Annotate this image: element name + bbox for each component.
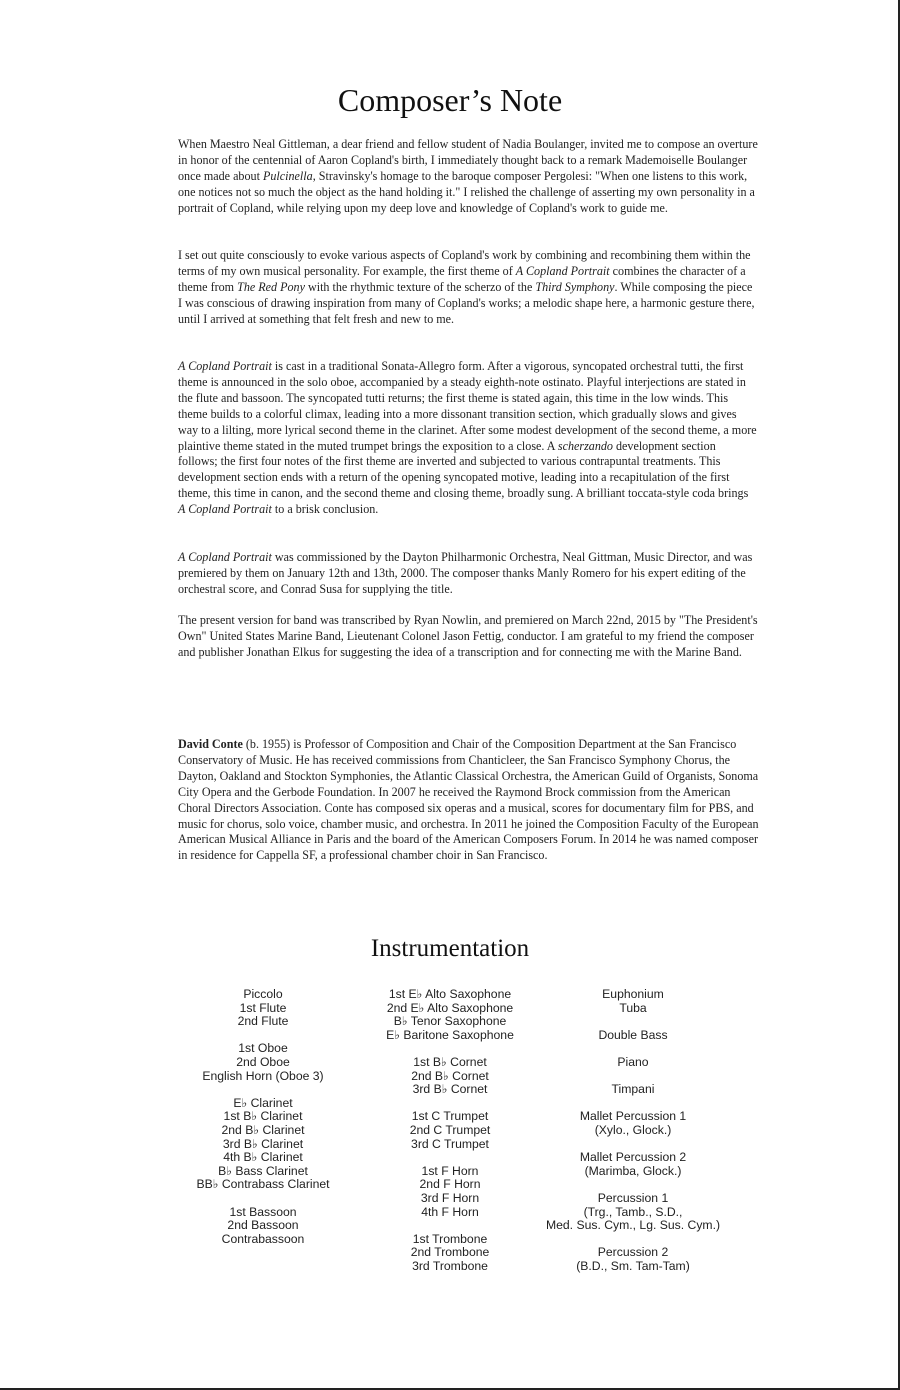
instrument-item: 1st F Horn [421, 1163, 479, 1178]
instrument-group [518, 1029, 748, 1043]
note-text: was commissioned by the Dayton Philharmonic Orchestra, Neal Gittman, Music Director, and was premiered by them on January 12th and 13th, 2000. The composer thanks Manly Romero for his expert editing of the orchestral score, and Conrad Susa for supplying the title. [178, 550, 753, 596]
instrument-item: Piano [617, 1054, 649, 1069]
note-text: combines the character of a theme from [178, 263, 746, 294]
note-paragraph-5 [178, 613, 758, 661]
instrument-item: Contrabassoon [221, 1231, 305, 1246]
instrument-item: (Marimba, Glock.) [584, 1163, 682, 1178]
instrument-item: English Horn (Oboe 3) [202, 1068, 324, 1083]
instrument-item: 3rd Trombone [412, 1258, 488, 1273]
instrument-group [518, 1056, 748, 1070]
note-text: . While composing the piece I was conscious of drawing inspiration from many of Copland's works; a melodic shape here, a harmonic gesture there, until I arrived at something that felt fresh and new to me. [178, 279, 755, 326]
italic-title: A Copland Portrait [515, 263, 610, 278]
instrument-item: (B.D., Sm. Tam-Tam) [576, 1258, 690, 1273]
instrument-item: Med. Sus. Cym., Lg. Sus. Cym.) [545, 1218, 721, 1233]
instrument-item: Piccolo [243, 987, 283, 1001]
instrument-item: BB♭ Contrabass Clarinet [196, 1177, 330, 1192]
instrument-item: (Trg., Tamb., S.D., [583, 1204, 683, 1219]
instrument-item: 1st Trombone [412, 1231, 488, 1246]
instrument-item: 2nd B♭ Clarinet [221, 1122, 305, 1137]
note-text: to a brisk conclusion. [271, 502, 379, 517]
instrument-item: 3rd C Trumpet [411, 1136, 489, 1151]
instrument-item: 4th B♭ Clarinet [223, 1150, 303, 1165]
note-text: , Stravinsky's homage to the baroque composer Pergolesi: "When one listens to this work, one notices not so much the object as the hand holding it." I relished the challenge of asserting my own personality in a portrait of Copland, while relying upon my deep love and knowledge of Copland's work to guide me. [178, 168, 755, 215]
italic-title: Third Symphony [535, 279, 615, 294]
instrument-item: 2nd Trombone [410, 1245, 490, 1260]
instrument-item: Percussion 1 [597, 1190, 669, 1205]
note-paragraph-3 [178, 359, 758, 518]
composer-name: David Conte [178, 737, 243, 751]
note-text: I set out quite consciously to evoke various aspects of Copland's work by combining and recombining them within the terms of my own musical personality. For example, the first theme of [178, 248, 751, 278]
instrument-item: 1st C Trumpet [411, 1109, 489, 1124]
italic-title: A Copland Portrait [178, 359, 272, 373]
note-text: The present version for band was transcribed by Ryan Nowlin, and premiered on March 22nd, 2015 by "The President's Own" United States Marine Band, Lieutenant Colonel Jason Fettig, conductor. I am grateful to my friend the composer and publisher Jonathan Elkus for suggesting the idea of a transcription and for connecting me with the Marine Band. [178, 613, 758, 659]
instrument-item: E♭ Baritone Saxophone [386, 1027, 514, 1042]
composer-bio [178, 737, 760, 864]
note-text: When Maestro Neal Gittleman, a dear friend and fellow student of Nadia Boulanger, invited me to compose an overture in honor of the centennial of Aaron Copland's birth, I immediately thought back to a remark Mademoiselle Boulanger once made about [178, 137, 758, 183]
composer-bio-text: (b. 1955) is Professor of Composition and Chair of the Composition Department at the San Francisco Conservatory of Music. He has received commissions from Chanticleer, the San Francisco Symphony Chorus, the Dayton, Oakland and Stockton Symphonies, the Atlantic Classical Orchestra, the American Guild of Organists, Sonoma City Opera and the Gerbode Foundation. In 2007 he received the Raymond Brock commission from the American Choral Directors Association. Conte has composed six operas and a musical, scores for documentary film for PBS, and music for chorus, solo voice, chamber music, and orchestra. In 2011 he joined the Composition Faculty of the European American Musical Alliance in Paris and the board of the American Composers Forum. In 2014 he was named composer in residence for Cappella SF, a professional chamber choir in San Francisco. [178, 737, 759, 863]
instrument-item: 2nd Flute [237, 1014, 289, 1029]
instrument-item: 2nd Oboe [236, 1054, 290, 1069]
instrument-group [518, 1246, 748, 1273]
instrument-group [518, 1110, 748, 1137]
instrument-item: 1st Bassoon [229, 1204, 297, 1219]
instrument-group [518, 1151, 748, 1178]
instrument-item: 1st Oboe [238, 1041, 288, 1056]
note-paragraph-4 [178, 550, 758, 598]
instrument-item: 1st Flute [239, 1000, 287, 1015]
instrument-item: 2nd B♭ Cornet [411, 1068, 489, 1083]
instrumentation-title: Instrumentation [370, 935, 530, 962]
instrument-item: 3rd F Horn [420, 1190, 480, 1205]
instrumentation-column-3 [518, 988, 748, 1287]
italic-title: The Red Pony [237, 279, 305, 294]
instrument-group [518, 988, 748, 1015]
instrument-item: Tuba [619, 1000, 647, 1015]
instrument-group [518, 1083, 748, 1097]
instrument-item: 4th F Horn [421, 1204, 479, 1219]
instrument-item: Mallet Percussion 2 [579, 1150, 687, 1165]
instrument-item: B♭ Tenor Saxophone [393, 1014, 507, 1029]
instrument-item: (Xylo., Glock.) [594, 1122, 672, 1137]
instrument-item: Mallet Percussion 1 [579, 1109, 687, 1124]
note-paragraph-2 [178, 248, 758, 328]
note-text: with the rhythmic texture of the scherzo of the [304, 279, 536, 294]
instrument-item: Euphonium [602, 987, 664, 1001]
italic-title: Pulcinella [262, 168, 313, 183]
instrument-item: 1st B♭ Clarinet [223, 1109, 303, 1124]
page-title: Composer’s Note [337, 82, 563, 118]
instrument-item: 1st E♭ Alto Saxophone [388, 987, 512, 1001]
instrument-item: 2nd C Trumpet [409, 1122, 491, 1137]
instrument-item: E♭ Clarinet [233, 1095, 293, 1110]
instrument-item: 3rd B♭ Cornet [412, 1082, 488, 1097]
italic-title: scherzando [557, 438, 613, 453]
instrument-item: B♭ Bass Clarinet [218, 1163, 308, 1178]
instrument-item: 2nd F Horn [419, 1177, 481, 1192]
note-text: development section follows; the first four notes of the first theme are inverted and subjected to various contrapuntal treatments. This development section ends with a return of the opening syncopated motive, leading into a recapitulation of the first theme, this time in canon, and the second theme and closing theme, broadly sung. A brilliant toccata-style coda brings [178, 438, 749, 501]
italic-title: A Copland Portrait [178, 502, 272, 517]
note-text: is cast in a traditional Sonata-Allegro form. After a vigorous, syncopated orchestral tutti, the first theme is announced in the solo oboe, accompanied by a steady eighth-note ostinato. Playful interjections are stated in the flute and bassoon. The syncopated tutti returns; the first theme is stated again, this time in the low winds. This theme builds to a colorful climax, leading into a more dissonant transition section, which gradually slows and gives way to a lilting, more lyrical second theme in the clarinet. After some modest development of the second theme, a more plaintive theme stated in the muted trumpet brings the exposition to a close. A [178, 359, 757, 453]
instrument-item: Timpani [611, 1082, 655, 1097]
instrument-item: 2nd E♭ Alto Saxophone [386, 1000, 514, 1015]
instrument-group [518, 1192, 748, 1233]
note-paragraph-1 [178, 137, 758, 217]
italic-title: A Copland Portrait [178, 550, 272, 564]
instrument-item: Double Bass [598, 1027, 668, 1042]
instrument-item: 2nd Bassoon [227, 1218, 299, 1233]
instrument-item: 3rd B♭ Clarinet [222, 1136, 304, 1151]
instrument-item: Percussion 2 [597, 1245, 669, 1260]
instrument-item: 1st B♭ Cornet [413, 1054, 487, 1069]
